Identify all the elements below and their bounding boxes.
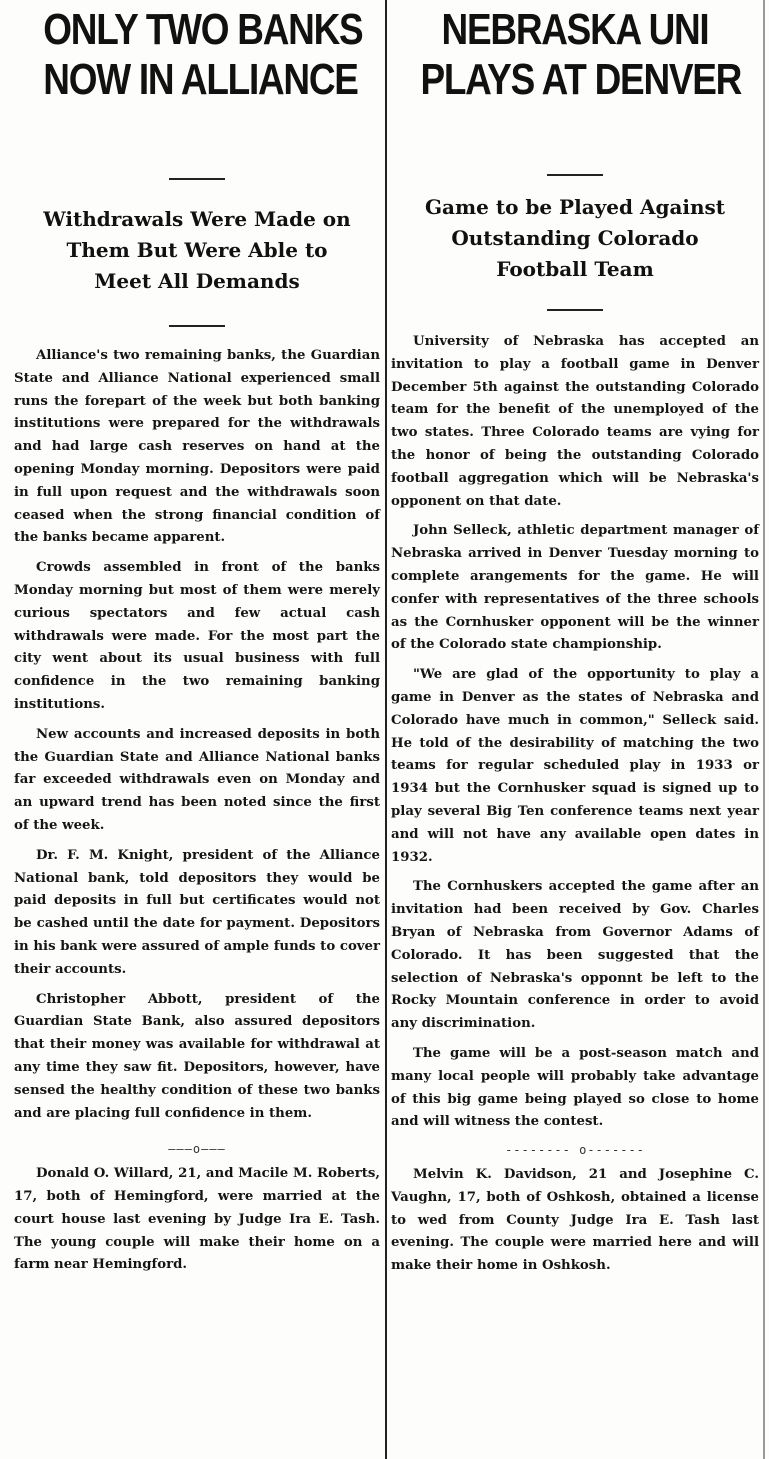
right-deck-line1: Game to be Played Against (424, 195, 726, 219)
left-deck (14, 204, 380, 297)
right-paragraph: "We are glad of the opportunity to play a game in Denver as the states of Nebraska and Colorado have much in common," Selleck said. He told of the desirability of matching the two teams for regular scheduled play in 1933 or 1934 but the Cornhusker squad is signed up to play several Big Ten conference teams next year and will not have any available open dates in 1932. (391, 667, 759, 865)
left-article (14, 0, 380, 1277)
right-paragraph: University of Nebraska has accepted an invitation to play a football game in Denver December 5th against the outstanding Colorado team for the benefit of the unemployed of the two states. Three Colorado teams are vying for the honor of being the outstanding Colorado football aggregation which will be Nebraska's opponent on that date. (391, 334, 759, 509)
left-headline-line2: NOW IN ALLIANCE (43, 55, 358, 104)
left-headline (43, 5, 363, 106)
right-deck-line3: Football Team (496, 257, 654, 281)
right-article-body (391, 331, 759, 1134)
right-brief (391, 1164, 759, 1278)
left-paragraph: Alliance's two remaining banks, the Guardian State and Alliance National experienced small runs the forepart of the week but both banking institutions were prepared for the withdrawals and had large cash reserves on hand at the opening Monday morning. Depositors were paid in full upon request and the withdrawals soon ceased when the strong financial condition of the banks became apparent. (14, 348, 380, 546)
left-paragraph: Dr. F. M. Knight, president of the Alliance National bank, told depositors they would be paid deposits in full but certificates would not be cashed until the date for payment. Depositors in his bank were assured of ample funds to cover their accounts. (14, 847, 380, 977)
right-deck (391, 192, 759, 285)
left-brief (14, 1163, 380, 1277)
left-headline-line1: ONLY TWO BANKS (43, 5, 363, 54)
right-headline-line2: PLAYS AT DENVER (420, 55, 742, 104)
left-paragraph: New accounts and increased deposits in both the Guardian State and Alliance National banks far exceeded withdrawals even on Monday and an upward trend has been noted since the first of the week. (14, 726, 380, 833)
right-headline-line1: NEBRASKA UNI (441, 5, 709, 54)
left-paragraph: Crowds assembled in front of the banks Monday morning but most of them were merely curious spectators and few actual cash withdrawals were made. For the most part the city went about its usual business with full confidence in the two remaining banking institutions. (14, 560, 380, 712)
right-article (391, 0, 759, 1278)
left-deck-line2: Them But Were Able to (66, 238, 328, 262)
page-edge (763, 0, 765, 1459)
right-divider: -------- o------- (505, 1143, 645, 1158)
right-deck-line2: Outstanding Colorado (451, 226, 699, 250)
right-paragraph: The Cornhuskers accepted the game after an invitation had been received by Gov. Charles Bryan of Nebraska from Governor Adams of Colorado. It has been suggested that the selection of Nebraska's opponnt be left to the Rocky Mountain conference in order to avoid any discrimination. (391, 879, 759, 1032)
left-deck-line3: Meet All Demands (94, 269, 300, 293)
left-deck-line1: Withdrawals Were Made on (43, 207, 351, 231)
right-paragraph: John Selleck, athletic department manager of Nebraska arrived in Denver Tuesday morning to complete arangements for the game. He will confer with representatives of the three schools as the Cornhusker opponent will be the winner of the Colorado state championship. (391, 523, 759, 653)
left-article-body (14, 345, 380, 1125)
right-brief-paragraph: Melvin K. Davidson, 21 and Josephine C. Vaughn, 17, both of Oshkosh, obtained a license to wed from County Judge Ira E. Tash last evening. The couple were married here and will make their home in Oshkosh. (391, 1167, 759, 1274)
left-divider: ———o——— (168, 1142, 226, 1157)
left-brief-paragraph: Donald O. Willard, 21, and Macile M. Roberts, 17, both of Hemingford, were married at the court house last evening by Judge Ira E. Tash. The young couple will make their home on a farm near Hemingford. (14, 1166, 380, 1273)
right-paragraph: The game will be a post-season match and many local people will probably take advantage of this big game being played so close to home and will witness the contest. (391, 1045, 759, 1130)
right-headline (420, 5, 742, 106)
left-paragraph: Christopher Abbott, president of the Guardian State Bank, also assured depositors that their money was available for withdrawal at any time they saw fit. Depositors, however, have sensed the healthy condition of these two banks and are placing full confidence in them. (14, 991, 380, 1121)
column-rule (385, 0, 387, 1459)
